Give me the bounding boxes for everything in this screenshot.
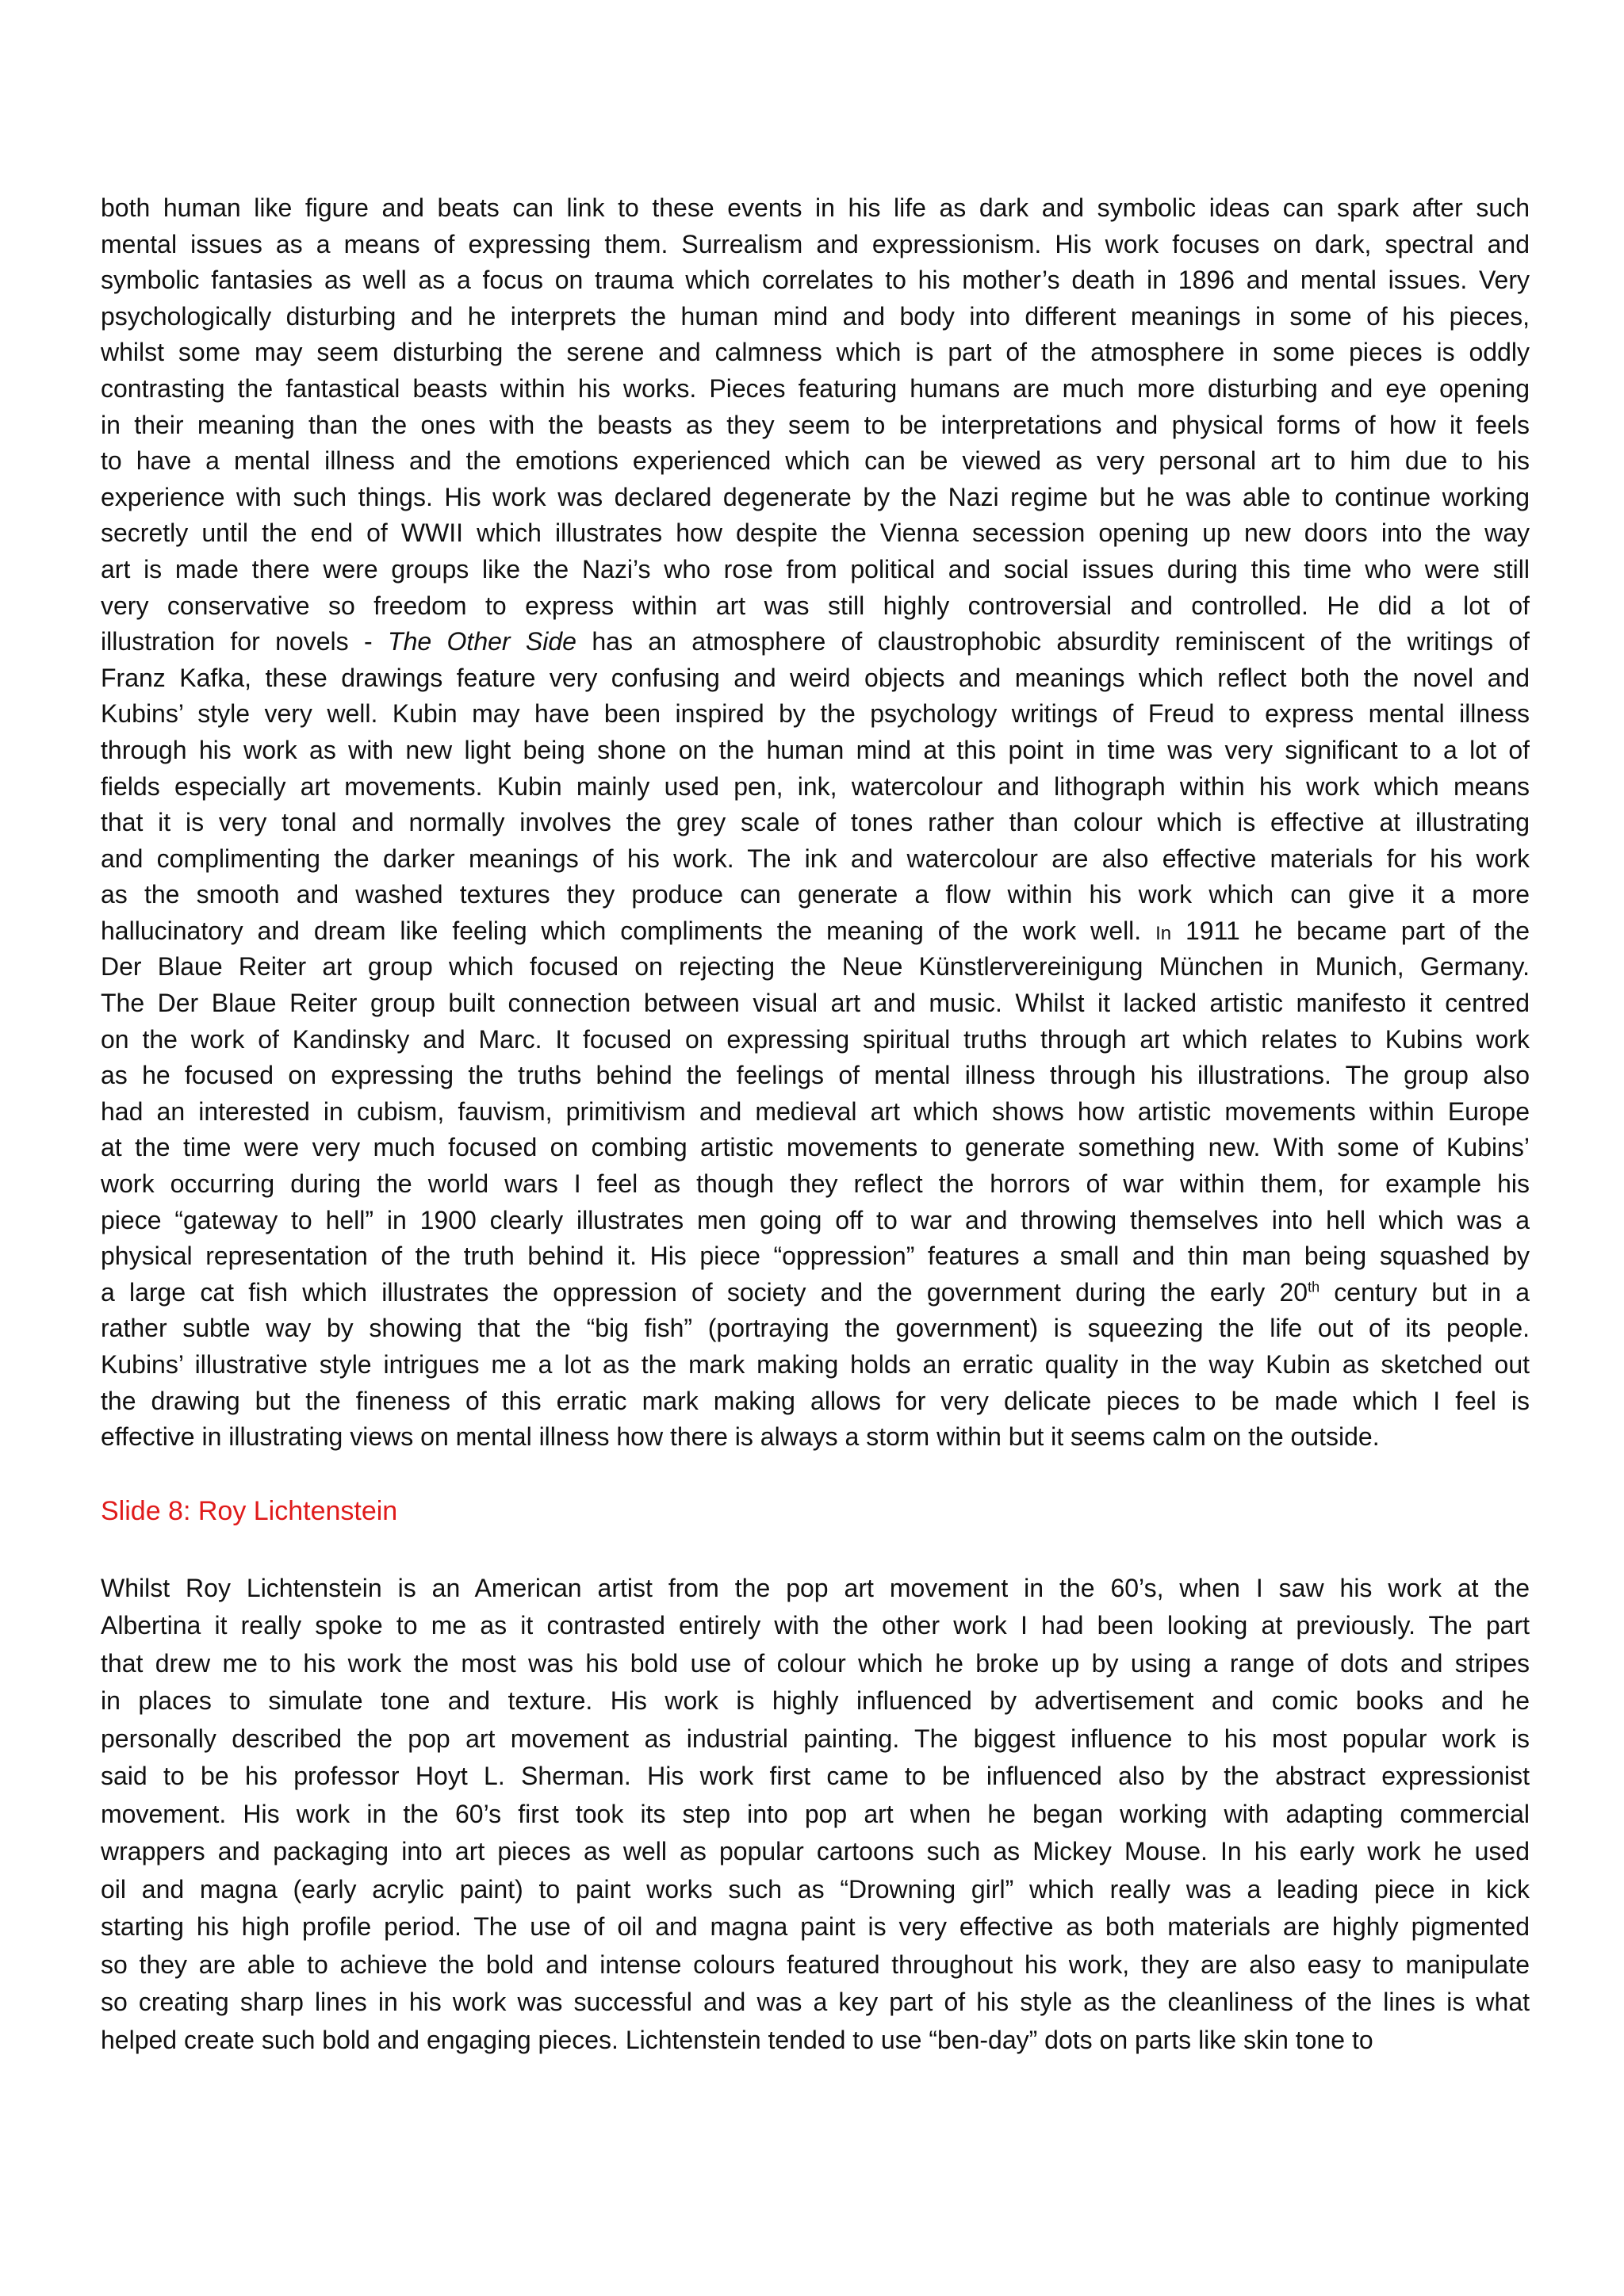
text-line: contrasting the fantastical beasts within his works. Pieces featuring humans are much more disturbing and eye opening <box>101 373 1530 403</box>
text-line: so creating sharp lines in his work was successful and was a key part of his style as the cleanliness of the lines is what <box>101 1988 1530 2017</box>
text-line: movement. His work in the 60’s first took its step into pop art when he began working with adapting commercial <box>101 1799 1530 1828</box>
text-run: century but in a <box>1320 1277 1530 1307</box>
text-line: on the work of Kandinsky and Marc. It focused on expressing spiritual truths through art which relates to Kubins work <box>101 1024 1530 1054</box>
kubin-body-text <box>101 190 1530 1456</box>
text-line: whilst some may seem disturbing the serene and calmness which is part of the atmosphere in some pieces is oddly <box>101 338 1530 367</box>
text-line: personally described the pop art movement as industrial painting. The biggest influence to his most popular work is <box>101 1724 1530 1753</box>
text-line: physical representation of the truth behind it. His piece “oppression” features a small and thin man being squashed by <box>101 1242 1530 1271</box>
text-line: fields especially art movements. Kubin mainly used pen, ink, watercolour and lithograph within his work which means <box>101 771 1530 801</box>
text-line: helped create such bold and engaging pieces. Lichtenstein tended to use “ben-day” dots on parts like skin tone to <box>101 2025 1373 2054</box>
text-line: work occurring during the world wars I feel as though they reflect the horrors of war within them, for example his <box>101 1169 1530 1199</box>
text-line: rather subtle way by showing that the “big fish” (portraying the government) is squeezing the life out of its people. <box>101 1314 1530 1343</box>
text-line: starting his high profile period. The use of oil and magna paint is very effective as both materials are highly pigmented <box>101 1912 1530 1942</box>
text-line: Kubins’ style very well. Kubin may have been inspired by the psychology writings of Freud to express mental illness <box>101 699 1530 729</box>
text-line: Albertina it really spoke to me as it contrasted entirely with the other work I had been looking at previously. The part <box>101 1611 1530 1640</box>
text-line: as the smooth and washed textures they produce can generate a flow within his work which can give it a more <box>101 880 1530 909</box>
section-heading: Slide 8: Roy Lichtenstein <box>101 1495 398 1526</box>
text-line: the drawing but the fineness of this erratic mark making allows for very delicate pieces to be made which I feel is <box>101 1386 1530 1415</box>
text-line: through his work as with new light being shone on the human mind at this point in time was very significant to a lot of <box>101 735 1530 764</box>
text-run: In <box>1155 922 1172 944</box>
text-line: and complimenting the darker meanings of his work. The ink and watercolour are also effective materials for his work <box>101 844 1530 873</box>
text-line: both human like figure and beats can link to these events in his life as dark and symbolic ideas can spark after such <box>101 193 1530 222</box>
text-line: that drew me to his work the most was his bold use of colour which he broke up by using a range of dots and stripes <box>101 1648 1530 1678</box>
lichtenstein-body-text <box>101 1570 1530 2060</box>
text-run: has an atmosphere of claustrophobic absurdity reminiscent of the writings of <box>576 627 1530 656</box>
text-line: secretly until the end of WWII which illustrates how despite the Vienna secession opening up new doors into the way <box>101 519 1530 548</box>
text-line: wrappers and packaging into art pieces as well as popular cartoons such as Mickey Mouse. In his early work he used <box>101 1837 1530 1866</box>
text-line: piece “gateway to hell” in 1900 clearly illustrates men going off to war and throwing themselves into hell which was a <box>101 1205 1530 1234</box>
text-line: mental issues as a means of expressing them. Surrealism and expressionism. His work focuses on dark, spectral and <box>101 229 1530 258</box>
text-line: that it is very tonal and normally involves the grey scale of tones rather than colour which is effective at illustrating <box>101 808 1530 837</box>
text-line: at the time were very much focused on combing artistic movements to generate something new. With some of Kubins’ <box>101 1133 1530 1162</box>
text-line: had an interested in cubism, fauvism, primitivism and medieval art which shows how artistic movements within Europe <box>101 1096 1530 1126</box>
text-line: in their meaning than the ones with the beasts as they seem to be interpretations and physical forms of how it feels <box>101 410 1530 439</box>
text-line: effective in illustrating views on mental illness how there is always a storm within but it seems calm on the outside. <box>101 1422 1380 1452</box>
ordinal-suffix: th <box>1308 1279 1320 1295</box>
text-line: in places to simulate tone and texture. His work is highly influenced by advertisement and comic books and he <box>101 1686 1530 1716</box>
text-line: Der Blaue Reiter art group which focused on rejecting the Neue Künstlervereinigung München in Munich, Germany. <box>101 952 1530 982</box>
text-run: 1911 he became part of the <box>1171 916 1530 945</box>
text-line: art is made there were groups like the Nazi’s who rose from political and social issues during this time who were still <box>101 554 1530 584</box>
text-line: Whilst Roy Lichtenstein is an American artist from the pop art movement in the 60’s, when I saw his work at the <box>101 1573 1530 1602</box>
text-line: so they are able to achieve the bold and intense colours featured throughout his work, they are also easy to manipulate <box>101 1950 1530 1979</box>
text-run: hallucinatory and dream like feeling which compliments the meaning of the work well. <box>101 916 1156 945</box>
text-line: symbolic fantasies as well as a focus on trauma which correlates to his mother’s death in 1896 and mental issues. Very <box>101 266 1530 295</box>
text-line: very conservative so freedom to express within art was still highly controversial and controlled. He did a lot of <box>101 591 1530 620</box>
text-line: The Der Blaue Reiter group built connection between visual art and music. Whilst it lacked artistic manifesto it centred <box>101 989 1530 1018</box>
text-line <box>101 1275 1530 1311</box>
text-line: to have a mental illness and the emotions experienced which can be viewed as very personal art to him due to his <box>101 446 1530 476</box>
book-title: The Other Side <box>388 627 576 656</box>
text-run: a large cat fish which illustrates the oppression of society and the government during the early 20 <box>101 1277 1308 1307</box>
text-line: Franz Kafka, these drawings feature very confusing and weird objects and meanings which reflect both the novel and <box>101 663 1530 692</box>
text-line: as he focused on expressing the truths behind the feelings of mental illness through his illustrations. The group also <box>101 1061 1530 1090</box>
text-line: experience with such things. His work was declared degenerate by the Nazi regime but he was able to continue working <box>101 482 1530 511</box>
text-line <box>101 913 1530 950</box>
text-line: said to be his professor Hoyt L. Sherman. His work first came to be influenced also by the abstract expressionist <box>101 1762 1530 1791</box>
text-line <box>101 624 1530 660</box>
document-page <box>101 190 1530 2059</box>
text-line: psychologically disturbing and he interprets the human mind and body into different meanings in some of his pieces, <box>101 301 1530 331</box>
text-line: oil and magna (early acrylic paint) to paint works such as “Drowning girl” which really was a leading piece in kick <box>101 1874 1530 1904</box>
text-run: illustration for novels - <box>101 627 389 656</box>
text-line: Kubins’ illustrative style intrigues me a lot as the mark making holds an erratic quality in the way Kubin as sketched out <box>101 1350 1530 1379</box>
